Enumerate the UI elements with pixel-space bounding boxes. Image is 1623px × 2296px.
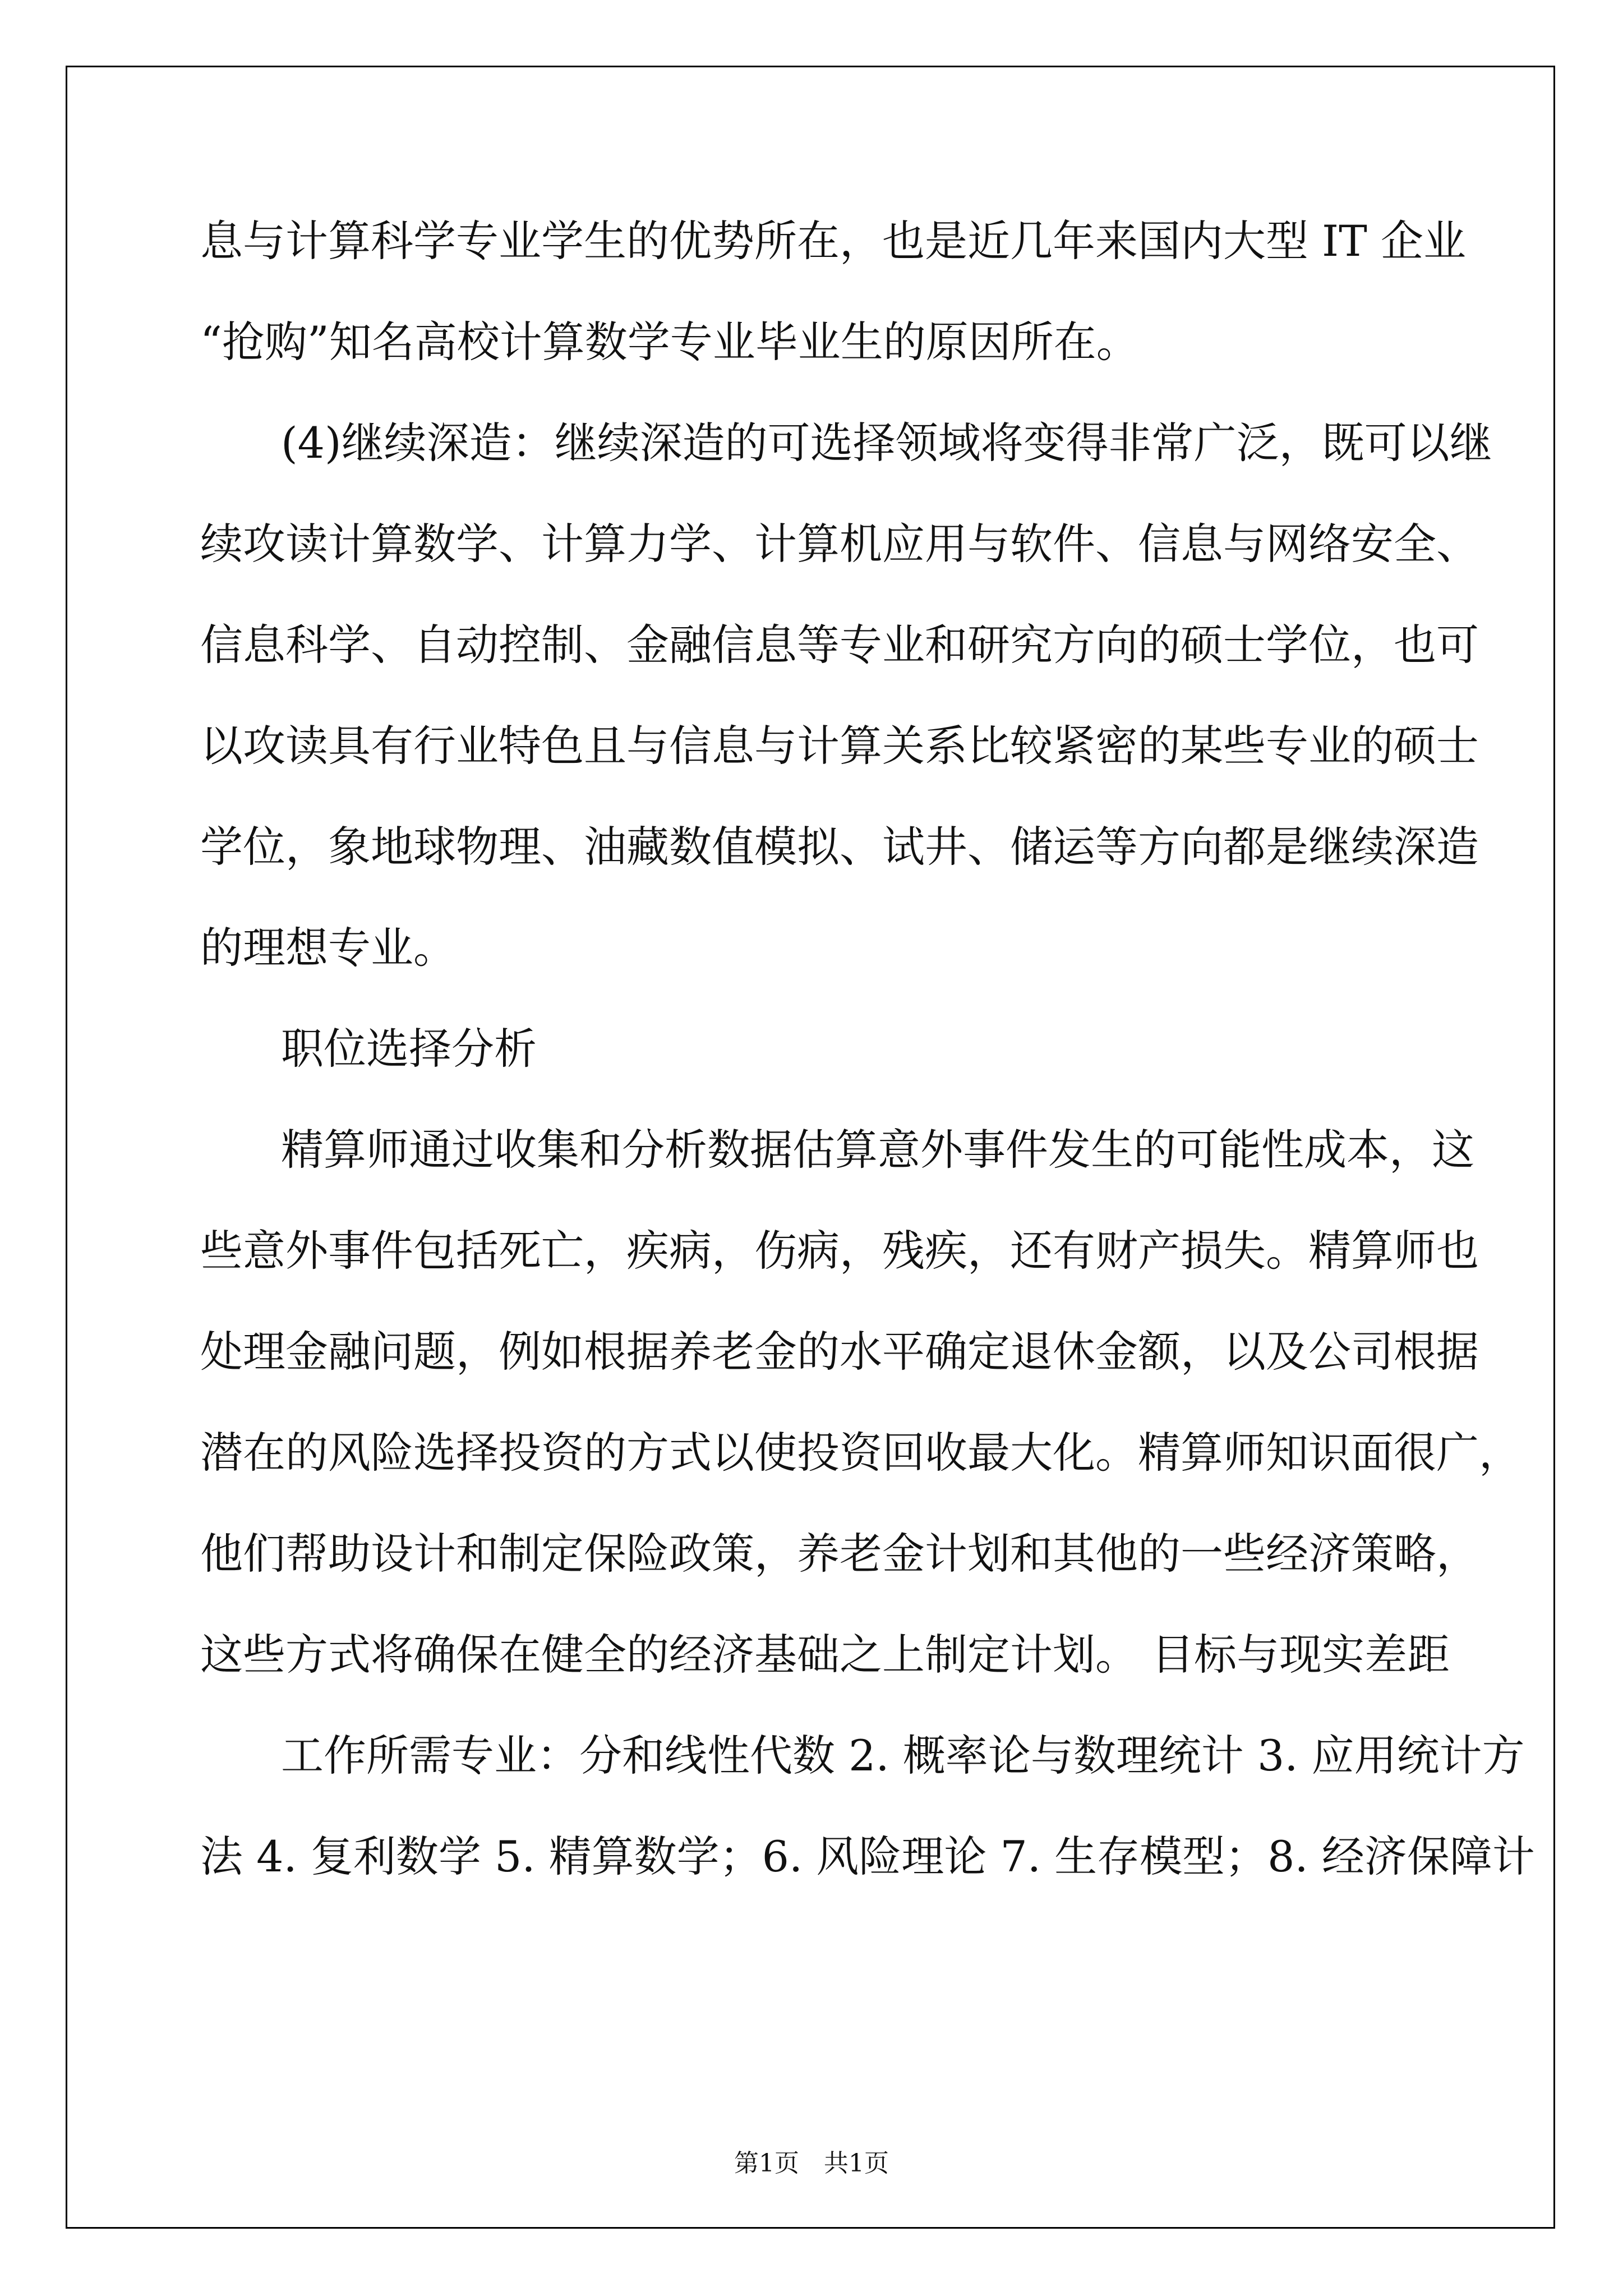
text-line: 的理想专业。: [200, 923, 456, 973]
text-line: 法 4. 复利数学 5. 精算数学；6. 风险理论 7. 生存模型；8. 经济保障计: [200, 1832, 1535, 1881]
text-line: 精算师通过收集和分析数据估算意外事件发生的可能性成本，这: [281, 1125, 1474, 1175]
document-body: [200, 208, 1535, 1924]
text-line: 些意外事件包括死亡，疾病，伤病，残疾，还有财产损失。精算师也: [200, 1226, 1479, 1276]
text-line: 工作所需专业：分和线性代数 2. 概率论与数理统计 3. 应用统计方: [281, 1731, 1525, 1780]
text-line: 息与计算科学专业学生的优势所在，也是近几年来国内大型 IT 企业: [200, 216, 1467, 266]
text-line: 以攻读具有行业特色且与信息与计算关系比较紧密的某些专业的硕士: [200, 721, 1479, 771]
text-line: 信息科学、自动控制、金融信息等专业和研究方向的硕士学位，也可: [200, 620, 1479, 670]
text-line: 潜在的风险选择投资的方式以使投资回收最大化。精算师知识面很广，: [200, 1428, 1521, 1478]
text-line: 他们帮助设计和制定保险政策，养老金计划和其他的一些经济策略，: [200, 1529, 1479, 1579]
text-line: 这些方式将确保在健全的经济基础之上制定计划。 目标与现实差距: [200, 1630, 1450, 1680]
text-line: 学位，象地球物理、油藏数值模拟、试井、储运等方向都是继续深造: [200, 822, 1479, 872]
page-footer: 第1页 共1页: [734, 2149, 889, 2178]
text-line: (4)继续深造：继续深造的可选择领域将变得非常广泛，既可以继: [281, 418, 1492, 468]
text-line: 处理金融问题，例如根据养老金的水平确定退休金额，以及公司根据: [200, 1327, 1479, 1377]
text-line: 续攻读计算数学、计算力学、计算机应用与软件、信息与网络安全、: [200, 519, 1479, 569]
section-heading: 职位选择分析: [281, 1024, 537, 1074]
text-line: “抢购”知名高校计算数学专业毕业生的原因所在。: [200, 317, 1139, 367]
